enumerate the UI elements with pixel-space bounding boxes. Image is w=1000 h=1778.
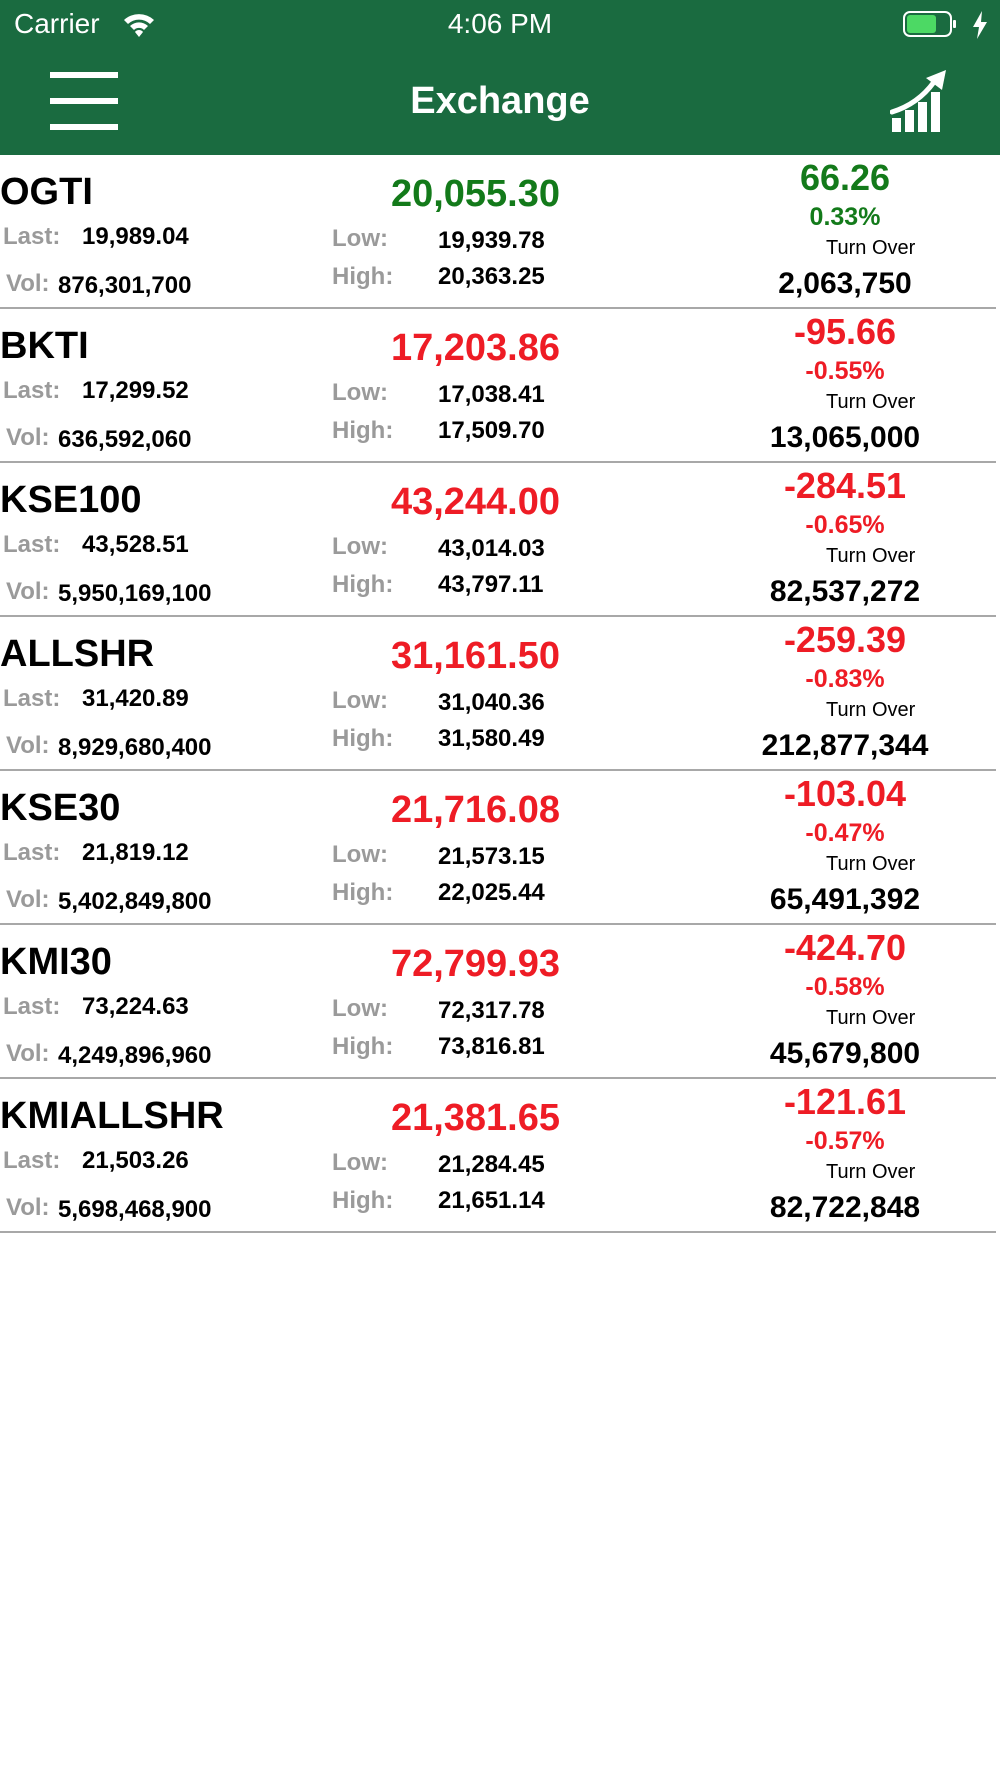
- change-value: -284.51: [783, 465, 907, 506]
- nav-header: [0, 0, 1000, 155]
- index-symbol: KMIALLSHR: [0, 1095, 224, 1137]
- current-value: 72,799.93: [390, 943, 560, 985]
- battery-icon: [903, 11, 957, 37]
- turnover-value: 82,537,272: [769, 575, 921, 608]
- hamburger-menu-icon: [50, 124, 118, 130]
- turnover-label: Turn Over: [826, 1161, 916, 1183]
- index-symbol: KSE30: [0, 787, 121, 829]
- index-row[interactable]: [0, 1079, 996, 1233]
- last-label: Last:: [3, 531, 61, 558]
- volume-label: Vol:: [6, 1040, 50, 1067]
- last-label: Last:: [3, 685, 61, 712]
- high-label: High:: [332, 417, 394, 444]
- volume-label: Vol:: [6, 578, 50, 605]
- volume-value: 8,929,680,400: [58, 734, 212, 761]
- index-symbol: KSE100: [0, 479, 142, 521]
- change-value: -95.66: [793, 311, 897, 352]
- high-label: High:: [332, 263, 394, 290]
- high-value: 31,580.49: [438, 725, 545, 752]
- volume-label: Vol:: [6, 424, 50, 451]
- charging-bolt-icon: [970, 10, 990, 40]
- change-value: -103.04: [783, 773, 907, 814]
- volume-label: Vol:: [6, 1194, 50, 1221]
- change-percent: -0.47%: [805, 819, 885, 847]
- low-label: Low:: [332, 1149, 388, 1176]
- current-value: 20,055.30: [390, 173, 560, 215]
- turnover-label: Turn Over: [826, 1007, 916, 1029]
- volume-value: 876,301,700: [58, 272, 192, 299]
- last-value: 31,420.89: [82, 685, 189, 712]
- current-value: 31,161.50: [390, 635, 560, 677]
- index-symbol: KMI30: [0, 941, 112, 983]
- high-value: 73,816.81: [438, 1033, 545, 1060]
- low-value: 21,573.15: [438, 843, 545, 870]
- status-time: 4:06 PM: [447, 8, 553, 39]
- change-value: -259.39: [783, 619, 907, 660]
- low-label: Low:: [332, 841, 388, 868]
- hamburger-menu-icon: [50, 72, 118, 78]
- turnover-label: Turn Over: [826, 237, 916, 259]
- index-symbol: ALLSHR: [0, 633, 155, 675]
- page-title: Exchange: [410, 80, 590, 122]
- last-label: Last:: [3, 223, 61, 250]
- last-label: Last:: [3, 1147, 61, 1174]
- index-row[interactable]: [0, 617, 996, 771]
- high-label: High:: [332, 571, 394, 598]
- growth-chart-icon[interactable]: [890, 68, 954, 134]
- change-percent: -0.83%: [805, 665, 885, 693]
- volume-value: 5,950,169,100: [58, 580, 212, 607]
- index-row[interactable]: [0, 309, 996, 463]
- current-value: 21,716.08: [390, 789, 560, 831]
- change-percent: 0.33%: [809, 203, 881, 231]
- low-label: Low:: [332, 225, 388, 252]
- change-percent: -0.58%: [805, 973, 885, 1001]
- high-value: 17,509.70: [438, 417, 545, 444]
- high-label: High:: [332, 725, 394, 752]
- low-label: Low:: [332, 687, 388, 714]
- turnover-value: 65,491,392: [769, 883, 921, 916]
- turnover-label: Turn Over: [826, 853, 916, 875]
- volume-label: Vol:: [6, 270, 50, 297]
- high-value: 21,651.14: [438, 1187, 545, 1214]
- last-label: Last:: [3, 839, 61, 866]
- index-row[interactable]: [0, 925, 996, 1079]
- last-value: 19,989.04: [82, 223, 189, 250]
- low-value: 19,939.78: [438, 227, 545, 254]
- high-value: 22,025.44: [438, 879, 545, 906]
- last-value: 21,503.26: [82, 1147, 189, 1174]
- current-value: 17,203.86: [390, 327, 560, 369]
- last-value: 43,528.51: [82, 531, 189, 558]
- low-label: Low:: [332, 379, 388, 406]
- change-percent: -0.57%: [805, 1127, 885, 1155]
- change-percent: -0.55%: [805, 357, 885, 385]
- last-value: 73,224.63: [82, 993, 189, 1020]
- high-label: High:: [332, 879, 394, 906]
- last-label: Last:: [3, 377, 61, 404]
- low-label: Low:: [332, 533, 388, 560]
- high-label: High:: [332, 1187, 394, 1214]
- turnover-value: 45,679,800: [769, 1037, 921, 1070]
- volume-value: 636,592,060: [58, 426, 192, 453]
- volume-value: 5,698,468,900: [58, 1196, 212, 1223]
- index-list: [0, 155, 996, 1233]
- index-symbol: OGTI: [0, 171, 93, 213]
- last-value: 21,819.12: [82, 839, 189, 866]
- current-value: 21,381.65: [390, 1097, 560, 1139]
- carrier-label: Carrier: [14, 8, 100, 39]
- turnover-value: 82,722,848: [769, 1191, 921, 1224]
- low-value: 72,317.78: [438, 997, 545, 1024]
- status-bar: [0, 0, 1000, 50]
- change-value: -424.70: [783, 927, 907, 968]
- turnover-label: Turn Over: [826, 699, 916, 721]
- last-value: 17,299.52: [82, 377, 189, 404]
- low-value: 17,038.41: [438, 381, 545, 408]
- low-label: Low:: [332, 995, 388, 1022]
- change-value: -121.61: [783, 1081, 907, 1122]
- turnover-label: Turn Over: [826, 545, 916, 567]
- volume-label: Vol:: [6, 886, 50, 913]
- volume-value: 5,402,849,800: [58, 888, 212, 915]
- low-value: 21,284.45: [438, 1151, 545, 1178]
- turnover-value: 2,063,750: [778, 267, 912, 300]
- index-row[interactable]: [0, 771, 996, 925]
- high-value: 43,797.11: [438, 571, 544, 598]
- low-value: 43,014.03: [438, 535, 545, 562]
- change-value: 66.26: [799, 157, 891, 198]
- index-row[interactable]: [0, 463, 996, 617]
- volume-label: Vol:: [6, 732, 50, 759]
- volume-value: 4,249,896,960: [58, 1042, 212, 1069]
- turnover-value: 212,877,344: [761, 729, 929, 762]
- high-label: High:: [332, 1033, 394, 1060]
- index-symbol: BKTI: [0, 325, 89, 367]
- turnover-label: Turn Over: [826, 391, 916, 413]
- high-value: 20,363.25: [438, 263, 545, 290]
- index-row[interactable]: [0, 155, 996, 309]
- last-label: Last:: [3, 993, 61, 1020]
- change-percent: -0.65%: [805, 511, 885, 539]
- current-value: 43,244.00: [390, 481, 560, 523]
- turnover-value: 13,065,000: [769, 421, 921, 454]
- low-value: 31,040.36: [438, 689, 545, 716]
